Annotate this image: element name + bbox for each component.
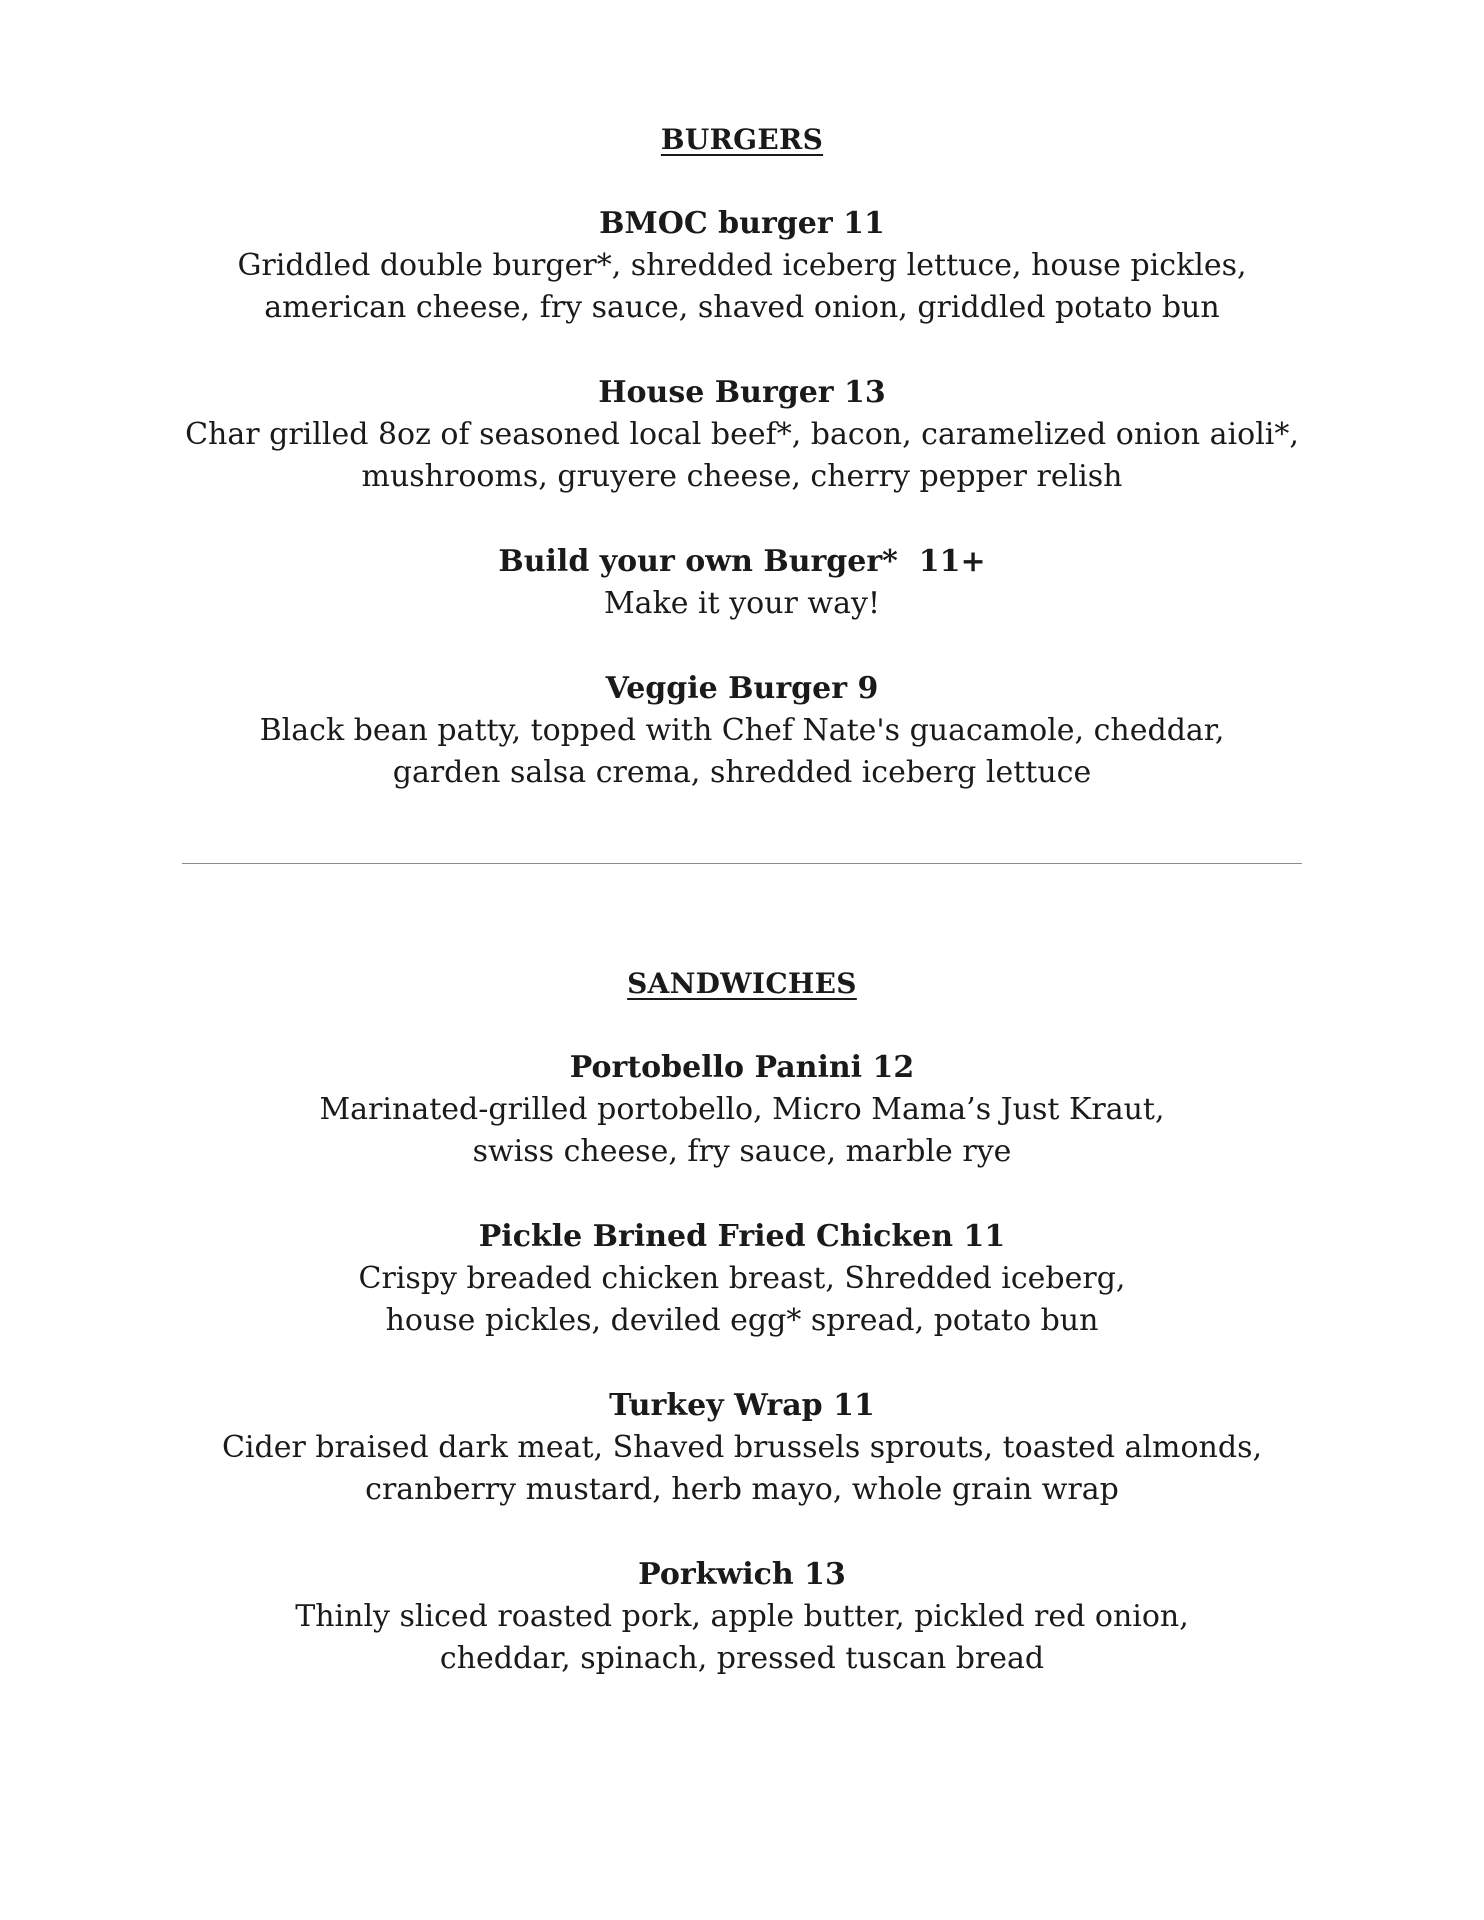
item-description-line: Marinated-grilled portobello, Micro Mama’s Just Kraut, [319, 1092, 1165, 1127]
item-description-line: Cider braised dark meat, Shaved brussels sprouts, toasted almonds, [221, 1430, 1263, 1465]
item-description [0, 245, 1484, 329]
item-description [0, 710, 1484, 794]
menu-item-portobello-panini [0, 1047, 1484, 1173]
menu-item-turkey-wrap [0, 1385, 1484, 1511]
item-description [0, 1258, 1484, 1342]
item-description-line: cranberry mustard, herb mayo, whole grain wrap [365, 1472, 1119, 1507]
item-description [0, 414, 1484, 498]
item-description-line: Char grilled 8oz of seasoned local beef*, bacon, caramelized onion aioli*, [185, 417, 1299, 452]
item-name: BMOC burger 11 [599, 206, 885, 241]
item-description [0, 1427, 1484, 1511]
item-description-line: american cheese, fry sauce, shaved onion, griddled potato bun [264, 290, 1220, 325]
item-name: Portobello Panini 12 [569, 1050, 915, 1085]
menu-item-bmoc-burger [0, 203, 1484, 329]
section-divider [182, 863, 1302, 864]
item-name: Pickle Brined Fried Chicken 11 [478, 1219, 1006, 1254]
item-name: Turkey Wrap 11 [609, 1388, 875, 1423]
item-description-line: mushrooms, gruyere cheese, cherry pepper relish [361, 459, 1123, 494]
menu-item-house-burger [0, 372, 1484, 498]
item-description [0, 1089, 1484, 1173]
item-description-line: Make it your way! [603, 586, 881, 621]
item-description [0, 583, 1484, 625]
menu-item-veggie-burger [0, 668, 1484, 794]
item-name: Veggie Burger 9 [605, 671, 879, 706]
item-description-line: garden salsa crema, shredded iceberg lettuce [392, 755, 1092, 790]
item-name: House Burger 13 [598, 375, 886, 410]
item-description-line: Crispy breaded chicken breast, Shredded iceberg, [358, 1261, 1126, 1296]
item-description-line: swiss cheese, fry sauce, marble rye [472, 1134, 1012, 1169]
item-description-line: house pickles, deviled egg* spread, potato bun [385, 1303, 1099, 1338]
item-description-line: cheddar, spinach, pressed tuscan bread [439, 1641, 1045, 1676]
item-description-line: Black bean patty, topped with Chef Nate's guacamole, cheddar, [259, 713, 1225, 748]
menu-item-porkwich [0, 1554, 1484, 1680]
menu-item-build-your-own-burger [0, 541, 1484, 625]
item-description [0, 1596, 1484, 1680]
menu-item-pickle-brined-fried-chicken [0, 1216, 1484, 1342]
item-description-line: Thinly sliced roasted pork, apple butter, pickled red onion, [295, 1599, 1189, 1634]
item-name: Porkwich 13 [638, 1557, 846, 1592]
item-name: Build your own Burger* 11+ [498, 544, 986, 579]
item-description-line: Griddled double burger*, shredded iceberg lettuce, house pickles, [237, 248, 1247, 283]
section-title-burgers: BURGERS [660, 123, 824, 156]
section-title-sandwiches: SANDWICHES [627, 967, 857, 1000]
